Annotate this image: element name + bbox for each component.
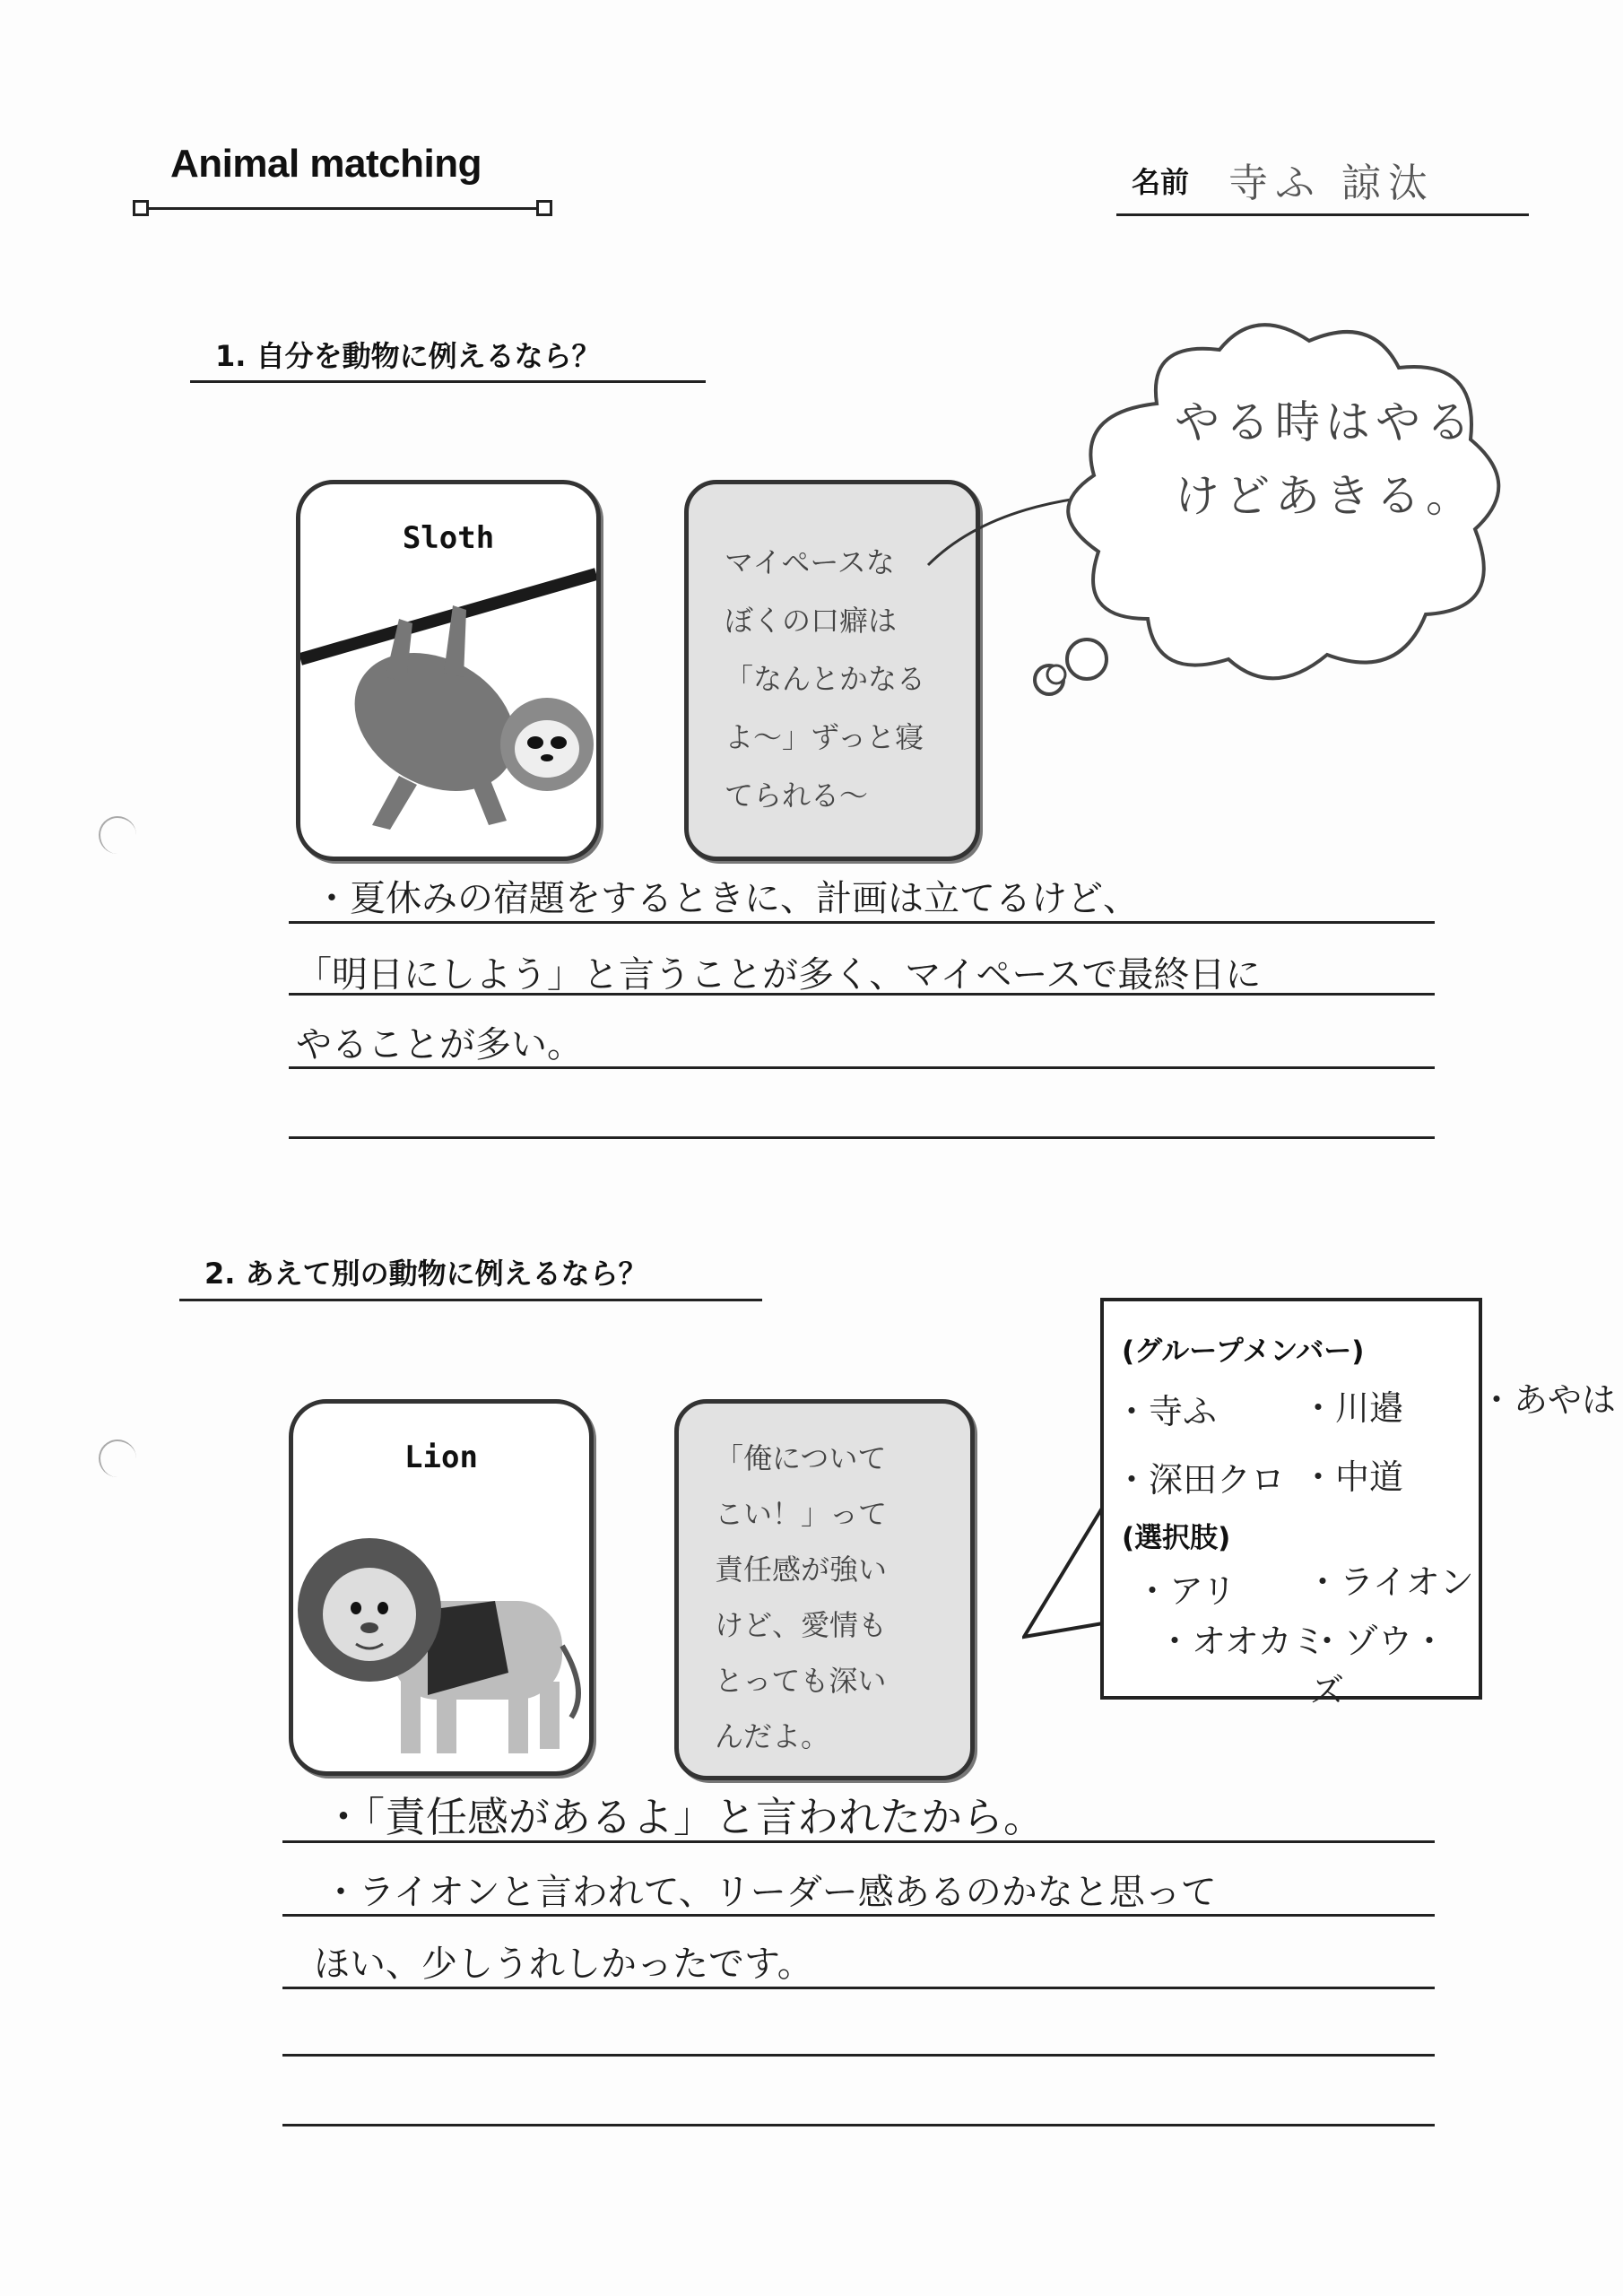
group-box <box>1100 1298 1482 1710</box>
name-label: 名前 <box>1132 165 1190 199</box>
group-member: ・中道 <box>1301 1457 1404 1497</box>
lion-illustration <box>293 1511 589 1771</box>
sloth-illustration <box>300 565 596 852</box>
group-member: ・深田クロ <box>1115 1460 1286 1500</box>
lion-speech-text: 「俺について こい！」って 責任感が強い けど、愛情も とっても深い んだよ。 <box>715 1441 888 1753</box>
title-underline-cap-right <box>536 200 552 216</box>
sloth-card-title: Sloth <box>402 520 495 556</box>
title-underline <box>139 207 547 210</box>
group-member: ・寺ふ <box>1115 1392 1218 1431</box>
lion-speech-card <box>674 1399 975 1780</box>
q1-answer-line-3: やることが多い。 <box>296 1024 583 1065</box>
lion-card-title: Lion <box>404 1439 478 1475</box>
answer-rule <box>282 1987 1435 1989</box>
group-choice: ・ゾウ・ズ <box>1310 1622 1447 1710</box>
title-underline-cap-left <box>133 200 149 216</box>
question-1-underline <box>190 380 706 383</box>
question-1: 1. 自分を動物に例えるなら？ <box>215 339 601 373</box>
answer-rule <box>282 2054 1435 2057</box>
q1-answer-line-1: ・夏休みの宿題をするときに、計画は立てるけど、 <box>314 878 1139 919</box>
question-2: 2. あえて別の動物に例えるなら？ <box>204 1257 647 1291</box>
punch-hole-mark <box>99 816 136 854</box>
group-choice: ・オオカミ <box>1158 1622 1326 1661</box>
sloth-speech-text: マイペースな ぼくの口癖は 「なんとかなる よ～」ずっと寝 てられる～ <box>725 545 926 813</box>
punch-hole-mark <box>99 1439 136 1477</box>
answer-rule <box>289 993 1435 996</box>
answer-rule <box>282 1914 1435 1917</box>
group-box-pointer <box>1022 1489 1112 1650</box>
thought-cloud-text: やる時はやる けどあきる。 <box>1175 396 1476 522</box>
answer-rule <box>282 2124 1435 2126</box>
group-choice: ・アリ <box>1135 1571 1237 1611</box>
group-choice: ・ライオン <box>1306 1562 1474 1602</box>
group-member: ・あやは <box>1480 1380 1617 1420</box>
sloth-card <box>296 480 601 861</box>
worksheet-title: Animal matching <box>170 142 482 186</box>
group-choices-heading: (選択肢) <box>1122 1522 1231 1554</box>
answer-rule <box>289 921 1435 924</box>
name-value: 寺ふ 諒汰 <box>1228 161 1435 206</box>
answer-rule <box>289 1066 1435 1069</box>
q1-answer-line-2: 「明日にしよう」と言うことが多く、マイペースで最終日に <box>296 954 1262 996</box>
answer-rule <box>282 1840 1435 1843</box>
lion-card <box>289 1399 594 1776</box>
q2-answer-line-1: ・「責任感があるよ」と言われたから。 <box>323 1793 1045 1841</box>
answer-rule <box>289 1136 1435 1139</box>
group-members-heading: (グループメンバー) <box>1122 1335 1365 1368</box>
group-member: ・川邉 <box>1301 1388 1404 1428</box>
q2-answer-line-2: ・ライオンと言われて、リーダー感あるのかなと思って <box>323 1872 1217 1913</box>
question-2-underline <box>179 1299 762 1301</box>
name-line <box>1116 213 1529 216</box>
q2-answer-line-3: ほい、少しうれしかったです。 <box>314 1944 813 1985</box>
